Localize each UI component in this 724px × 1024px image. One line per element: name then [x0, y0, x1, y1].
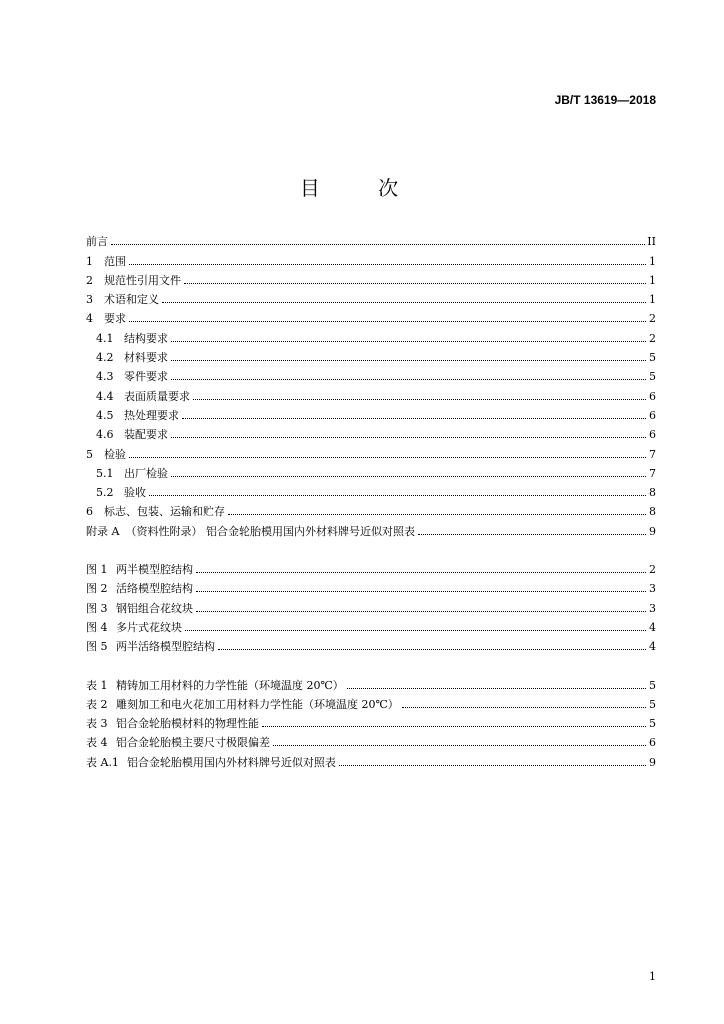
dot-leader	[262, 726, 646, 727]
dot-leader	[184, 283, 646, 284]
dot-leader	[193, 399, 646, 400]
toc-entry[interactable]	[86, 248, 656, 267]
entry-page: 8	[649, 486, 656, 500]
entry-title: 两半模型腔结构	[116, 563, 193, 577]
entry-title: 结构要求	[124, 331, 168, 345]
entry-title: 钢铝组合花纹块	[116, 601, 193, 615]
toc-entry[interactable]	[86, 480, 656, 499]
dot-leader	[418, 534, 646, 535]
dot-leader	[218, 649, 646, 650]
dot-leader	[149, 495, 646, 496]
toc-sections	[86, 229, 656, 538]
toc-figures	[86, 557, 656, 653]
entry-page: 1	[649, 273, 656, 287]
table-entry[interactable]	[86, 749, 656, 768]
entry-page: 4	[649, 640, 656, 654]
entry-number: 1	[86, 254, 93, 268]
dot-leader	[185, 630, 646, 631]
entry-title: 出厂检验	[124, 466, 168, 480]
entry-number: 5.1	[96, 466, 114, 480]
page-number: 1	[649, 970, 656, 983]
entry-page: 3	[649, 582, 656, 596]
dot-leader	[171, 379, 646, 380]
dot-leader	[129, 321, 646, 322]
entry-title: 要求	[104, 312, 126, 326]
toc-tables	[86, 672, 656, 768]
toc-entry[interactable]	[86, 518, 656, 537]
toc-entry[interactable]	[86, 422, 656, 441]
entry-title: （资料性附录） 铝合金轮胎模用国内外材料牌号近似对照表	[125, 524, 415, 538]
entry-title: 标志、包装、运输和贮存	[104, 505, 225, 519]
entry-page: 1	[649, 254, 656, 268]
entry-number: 5	[86, 447, 93, 461]
entry-page: 9	[649, 524, 656, 538]
entry-number: 4.6	[96, 428, 114, 442]
entry-number: 4.3	[96, 370, 114, 384]
table-of-contents	[86, 229, 656, 769]
entry-page: 5	[649, 697, 656, 711]
figure-entry[interactable]	[86, 576, 656, 595]
entry-number: 4.5	[96, 408, 114, 422]
entry-page: 6	[649, 736, 656, 750]
entry-title: 铝合金轮胎模材料的物理性能	[116, 717, 259, 731]
entry-title: 热处理要求	[124, 408, 179, 422]
entry-page: 5	[649, 678, 656, 692]
dot-leader	[171, 476, 646, 477]
toc-entry[interactable]	[86, 229, 656, 248]
entry-title: 表面质量要求	[124, 389, 190, 403]
entry-page: 2	[649, 563, 656, 577]
entry-number: 附录 A	[86, 524, 120, 538]
entry-title: 铝合金轮胎模主要尺寸极限偏差	[116, 736, 270, 750]
entry-page: 5	[649, 717, 656, 731]
dot-leader	[129, 457, 646, 458]
figure-entry[interactable]	[86, 557, 656, 576]
entry-page: 5	[649, 370, 656, 384]
entry-number: 4.2	[96, 351, 114, 365]
entry-page: 7	[649, 466, 656, 480]
entry-title: 两半活络模型腔结构	[116, 640, 215, 654]
entry-title: 零件要求	[124, 370, 168, 384]
entry-number: 4.1	[96, 331, 114, 345]
entry-number: 图 3	[86, 601, 108, 615]
figure-entry[interactable]	[86, 595, 656, 614]
entry-title: 装配要求	[124, 428, 168, 442]
entry-number: 2	[86, 273, 93, 287]
dot-leader	[182, 418, 646, 419]
entry-page: II	[647, 235, 656, 249]
entry-number: 图 2	[86, 582, 108, 596]
dot-leader	[273, 745, 646, 746]
entry-number: 5.2	[96, 486, 114, 500]
entry-title: 雕刻加工和电火花加工用材料力学性能（环境温度 20℃）	[116, 697, 399, 711]
dot-leader	[162, 302, 646, 303]
entry-page: 5	[649, 351, 656, 365]
entry-number: 表 1	[86, 678, 108, 692]
entry-page: 7	[649, 447, 656, 461]
dot-leader	[339, 765, 646, 766]
entry-number: 表 A.1	[86, 755, 119, 769]
entry-number: 表 3	[86, 717, 108, 731]
entry-title: 铝合金轮胎模用国内外材料牌号近似对照表	[126, 755, 336, 769]
dot-leader	[347, 688, 646, 689]
toc-entry[interactable]	[86, 441, 656, 460]
table-entry[interactable]	[86, 730, 656, 749]
table-entry[interactable]	[86, 672, 656, 691]
toc-entry[interactable]	[86, 306, 656, 325]
entry-number: 图 1	[86, 563, 108, 577]
entry-page: 6	[649, 408, 656, 422]
entry-title: 验收	[124, 486, 146, 500]
entry-page: 6	[649, 389, 656, 403]
entry-title: 材料要求	[124, 351, 168, 365]
dot-leader	[196, 591, 646, 592]
dot-leader	[129, 264, 646, 265]
dot-leader	[196, 572, 646, 573]
entry-page: 4	[649, 620, 656, 634]
entry-page: 2	[649, 331, 656, 345]
toc-entry[interactable]	[86, 287, 656, 306]
dot-leader	[111, 244, 645, 245]
entry-title: 多片式花纹块	[116, 620, 182, 634]
entry-number: 6	[86, 505, 93, 519]
dot-leader	[402, 707, 646, 708]
entry-number: 表 2	[86, 697, 108, 711]
dot-leader	[171, 437, 646, 438]
entry-number: 表 4	[86, 736, 108, 750]
page-title: 目 次	[299, 176, 425, 200]
table-entry[interactable]	[86, 711, 656, 730]
table-entry[interactable]	[86, 692, 656, 711]
toc-entry[interactable]	[86, 345, 656, 364]
dot-leader	[228, 514, 646, 515]
entry-page: 1	[649, 293, 656, 307]
entry-page: 2	[649, 312, 656, 326]
toc-entry[interactable]	[86, 403, 656, 422]
entry-title: 活络模型腔结构	[116, 582, 193, 596]
entry-page: 9	[649, 755, 656, 769]
entry-number: 4.4	[96, 389, 114, 403]
entry-number: 图 4	[86, 620, 108, 634]
entry-number: 3	[86, 293, 93, 307]
entry-title: 术语和定义	[104, 293, 159, 307]
toc-entry[interactable]	[86, 499, 656, 518]
entry-page: 8	[649, 505, 656, 519]
toc-entry[interactable]	[86, 383, 656, 402]
dot-leader	[196, 611, 646, 612]
toc-entry[interactable]	[86, 268, 656, 287]
toc-entry[interactable]	[86, 325, 656, 344]
dot-leader	[171, 341, 646, 342]
figure-entry[interactable]	[86, 634, 656, 653]
entry-page: 3	[649, 601, 656, 615]
toc-entry[interactable]	[86, 461, 656, 480]
entry-title: 规范性引用文件	[104, 273, 181, 287]
entry-title: 检验	[104, 447, 126, 461]
toc-entry[interactable]	[86, 364, 656, 383]
entry-page: 6	[649, 428, 656, 442]
entry-number: 4	[86, 312, 93, 326]
dot-leader	[171, 360, 646, 361]
entry-title: 前言	[86, 235, 108, 249]
standard-code: JB/T 13619—2018	[554, 93, 656, 107]
figure-entry[interactable]	[86, 615, 656, 634]
entry-title: 范围	[104, 254, 126, 268]
entry-number: 图 5	[86, 640, 108, 654]
entry-title: 精铸加工用材料的力学性能（环境温度 20℃）	[116, 678, 344, 692]
